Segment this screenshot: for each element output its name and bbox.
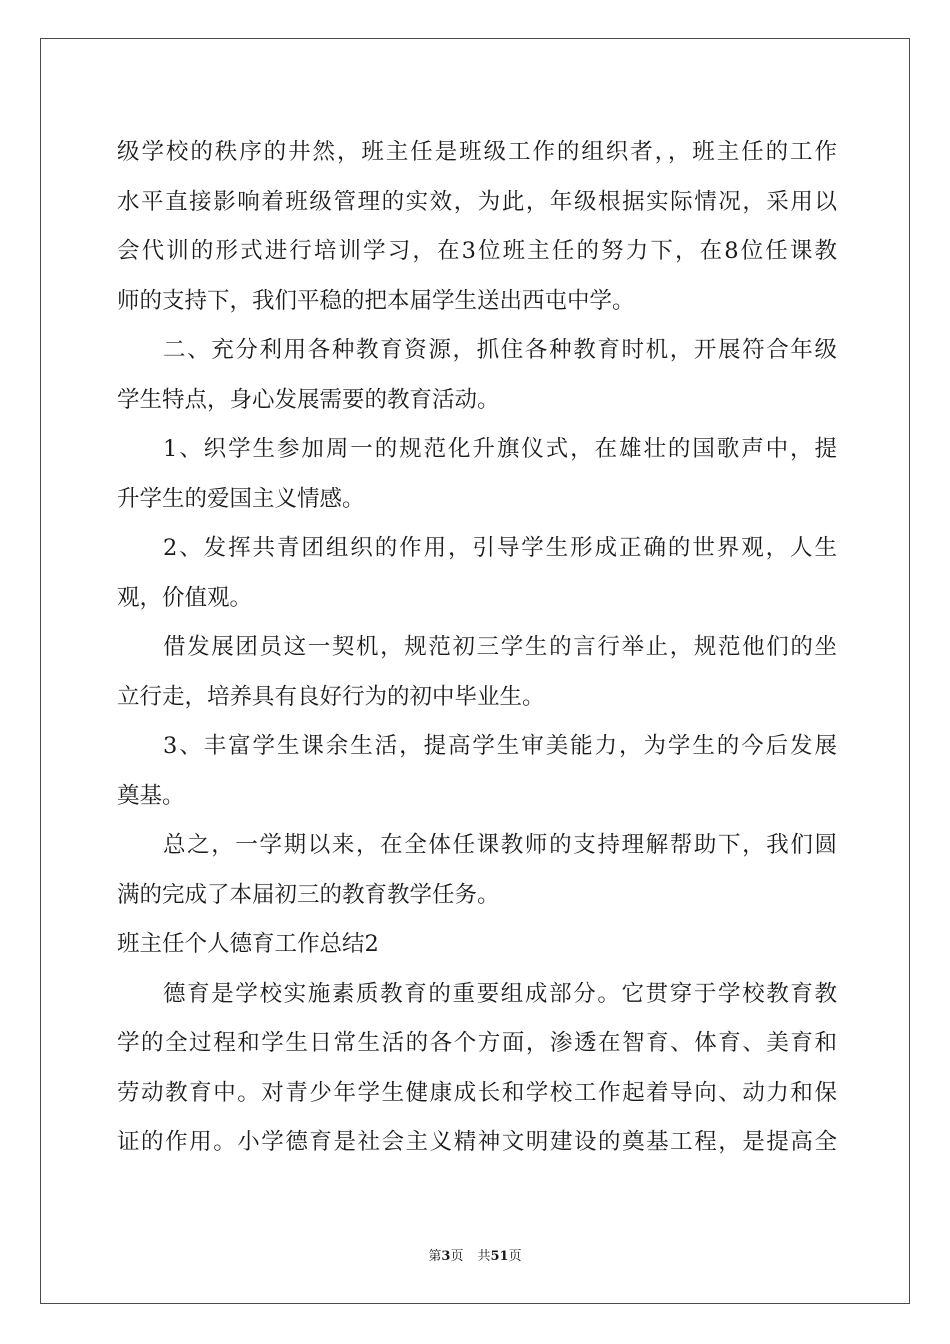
paragraph (117, 326, 837, 425)
total-suffix: 页 (508, 1249, 522, 1264)
text-line: 总之，一学期以来，在全体任课教师的支持理解帮助下，我们圆 (163, 832, 837, 858)
page-suffix: 页 (450, 1249, 464, 1264)
text-line: 学生特点，身心发展需要的教育活动。 (117, 386, 500, 413)
paragraph (117, 425, 837, 524)
paragraph (117, 524, 837, 623)
text-line: 学的全过程和学生日常生活的各个方面，渗透在智育、体育、美育和 (117, 1030, 837, 1056)
paragraph (117, 722, 837, 821)
paragraph (117, 623, 837, 722)
text-line: 级学校的秩序的井然，班主任是班级工作的组织者，，班主任的工作 (117, 139, 837, 165)
text-line: 会代训的形式进行培训学习，在3位班主任的努力下，在8位任课教 (117, 238, 837, 264)
document-body (117, 128, 837, 1168)
paragraph (117, 821, 837, 920)
text-line: 二、充分利用各种教育资源，抓住各种教育时机，开展符合年级 (163, 337, 837, 363)
text-line: 证的作用。小学德育是社会主义精神文明建设的奠基工程，是提高全 (117, 1129, 837, 1155)
text-line: 水平直接影响着班级管理的实效，为此，年级根据实际情况，采用以 (117, 188, 837, 215)
page-number: 3 (441, 1249, 451, 1264)
text-line: 班主任个人德育工作总结2 (117, 931, 379, 957)
text-line: 劳动教育中。对青少年学生健康成长和学校工作起着导向、动力和保 (117, 1079, 837, 1106)
text-line: 德育是学校实施素质教育的重要组成部分。它贯穿于学校教育教 (163, 980, 837, 1007)
text-line: 3、丰富学生课余生活，提高学生审美能力，为学生的今后发展 (163, 733, 837, 759)
text-line: 1、织学生参加周一的规范化升旗仪式，在雄壮的国歌声中，提 (163, 436, 837, 462)
total-prefix: 共 (477, 1249, 491, 1264)
paragraph (117, 920, 837, 970)
text-line: 观，价值观。 (117, 584, 253, 611)
page-prefix: 第 (428, 1249, 442, 1264)
text-line: 满的完成了本届初三的教育教学任务。 (117, 881, 500, 908)
text-line: 师的支持下，我们平稳的把本届学生送出西屯中学。 (117, 287, 635, 314)
text-line: 2、发挥共青团组织的作用，引导学生形成正确的世界观，人生 (163, 535, 837, 561)
paragraph (117, 970, 837, 1168)
text-line: 借发展团员这一契机，规范初三学生的言行举止，规范他们的坐 (163, 634, 837, 660)
page-footer (0, 1245, 950, 1264)
text-line: 立行走，培养具有良好行为的初中毕业生。 (117, 683, 545, 710)
total-pages: 51 (490, 1249, 509, 1264)
paragraph (117, 128, 837, 326)
text-line: 升学生的爱国主义情感。 (117, 485, 365, 512)
text-line: 奠基。 (117, 782, 185, 809)
